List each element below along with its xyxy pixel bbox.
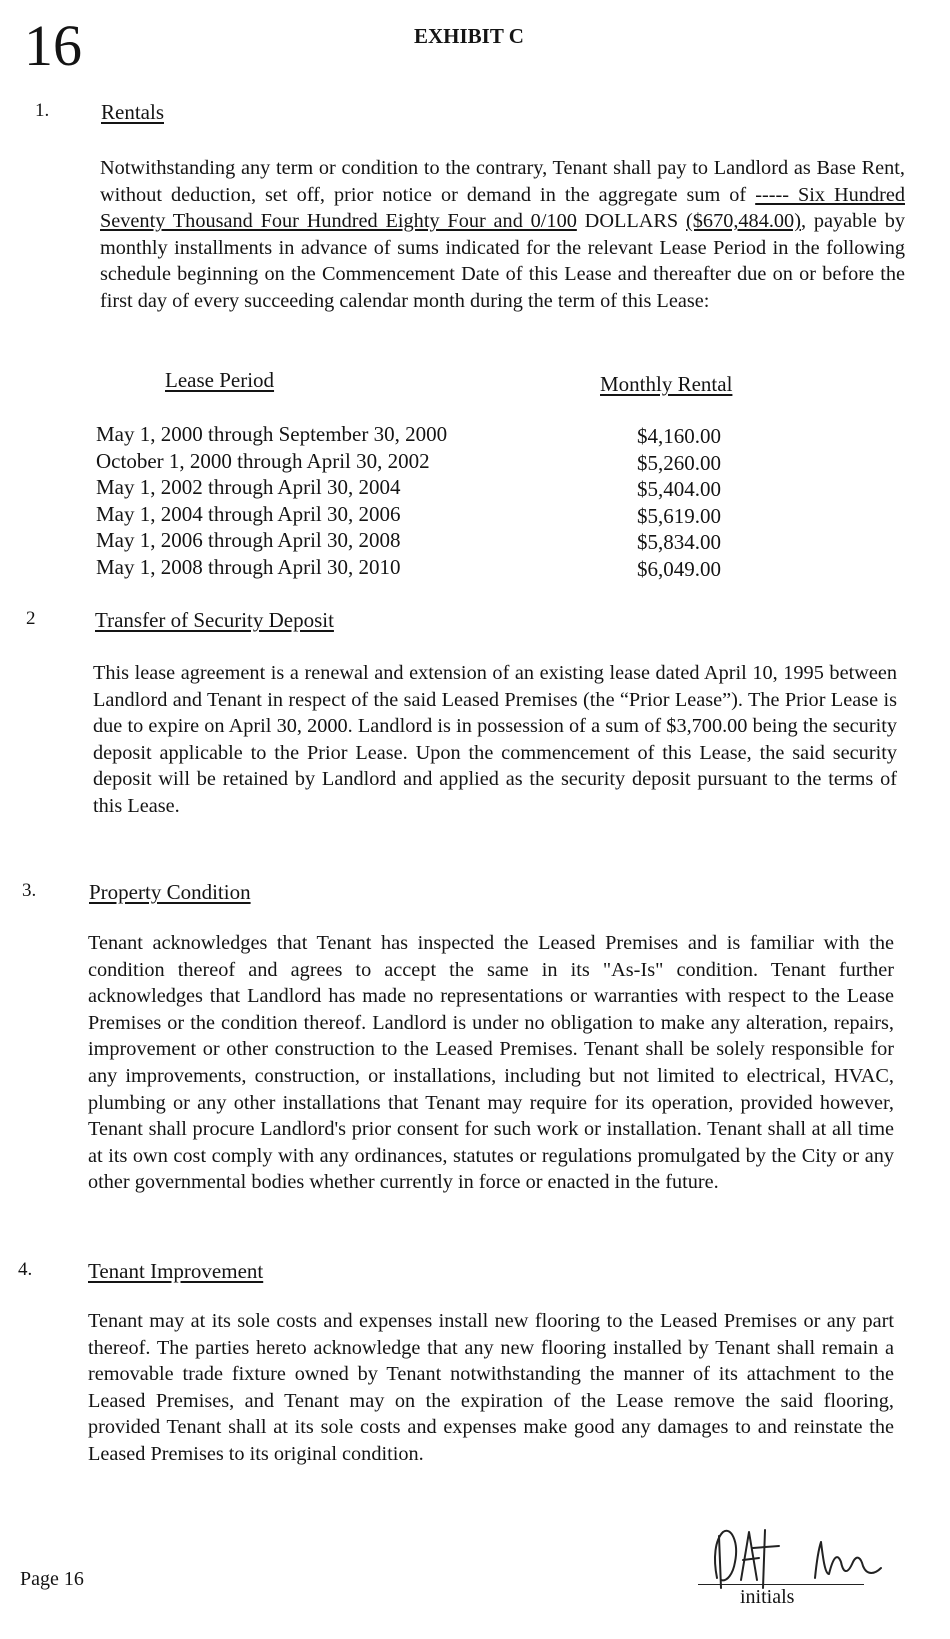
rent-schedule-amounts (601, 423, 721, 582)
handwritten-initials-signature (705, 1518, 925, 1598)
rentals-amount-words: ----- Six Hundred Seventy Thousand Four Hundred Eighty Four and 0/100 (100, 183, 905, 233)
initials-label: initials (740, 1586, 795, 1608)
table-row-period: May 1, 2006 through April 30, 2008 (96, 528, 401, 552)
table-row-period: May 1, 2008 through April 30, 2010 (96, 554, 401, 579)
rentals-paragraph (100, 155, 905, 315)
section-heading-rentals: Rentals (101, 100, 164, 124)
rentals-text-end: , payable by monthly installments in advance of sums indicated for the relevant Lease Period in the following schedule beginning on the Commencement Date of this Lease and thereafter due on or before the first day of every succeeding calendar month during the term of this Lease: (100, 210, 906, 312)
section-heading-tenant-improvement: Tenant Improvement (88, 1259, 264, 1283)
security-deposit-paragraph: This lease agreement is a renewal and extension of an existing lease dated April 10, 1995 between Landlord and Tenant in respect of the said Leased Premises (the “Prior Lease”). The Prior Lease is due to expire on April 30, 2000. Landlord is in possession of a sum of $3,700.00 being the security deposit applicable to the Prior Lease. Upon the commencement of this Lease, the said security deposit will be retained by Landlord and applied as the security deposit pursuant to the terms of this Lease. (93, 662, 897, 817)
table-row-amount: $5,260.00 (637, 450, 721, 475)
table-row-amount: $6,049.00 (637, 556, 721, 581)
page-footer-label: Page 16 (20, 1568, 84, 1590)
section-heading-property-condition: Property Condition (89, 880, 251, 904)
exhibit-title: EXHIBIT C (414, 24, 524, 48)
section-number: 4. (18, 1259, 33, 1280)
property-condition-paragraph: Tenant acknowledges that Tenant has inspected the Leased Premises and is familiar with the condition thereof and agrees to accept the same in its "As-Is" condition. Tenant further acknowledges that Landlord has made no representations or warranties with respect to the Lease Premises or the condition thereof. Landlord is under no obligation to make any alteration, repairs, improvement or other construction to the Leased Premises. Tenant shall be solely responsible for any improvements, construction, or installations, including but not limited to electrical, HVAC, plumbing or any other installations that Tenant may require for its operation, provided however, Tenant shall procure Landlord's prior consent for such work or installation. Tenant shall at all time at its own cost comply with any ordinances, statutes or regulations promulgated by the City or any other governmental bodies whether currently in force or enacted in the future. (88, 932, 894, 1194)
section-number: 1. (35, 100, 50, 121)
table-row-period: May 1, 2000 through September 30, 2000 (96, 422, 448, 446)
table-row-amount: $5,404.00 (637, 477, 721, 501)
initials-line (698, 1584, 864, 1585)
rentals-text-middle: DOLLARS (576, 210, 687, 233)
rent-schedule-periods (96, 421, 447, 580)
rentals-text-start: Notwithstanding any term or condition to the contrary, Tenant shall pay to Landlord as Base Rent, without deduction, set off, prior notice or demand in the aggregate sum of (100, 157, 905, 206)
section-heading-security-deposit: Transfer of Security Deposit (95, 608, 334, 632)
table-row-period: October 1, 2000 through April 30, 2002 (96, 448, 430, 473)
page-number-large: 16 (24, 13, 82, 78)
section-number: 2 (26, 608, 36, 629)
table-row-period: May 1, 2002 through April 30, 2004 (96, 475, 401, 499)
tenant-improvement-paragraph: Tenant may at its sole costs and expenses install new flooring to the Leased Premises or any part thereof. The parties hereto acknowledge that any new flooring installed by Tenant shall remain a removable trade fixture owned by Tenant notwithstanding the manner of its attachment to the Leased Premises, and Tenant may on the expiration of the Lease remove the said flooring, provided Tenant shall at its sole costs and expenses make good any damages to and reinstate the Leased Premises to its original condition. (88, 1310, 894, 1465)
rentals-amount-figure: ($670,484.00) (686, 210, 801, 233)
table-header-lease-period: Lease Period (165, 368, 275, 392)
table-row-amount: $5,619.00 (637, 503, 721, 528)
table-row-amount: $4,160.00 (637, 424, 721, 448)
section-number: 3. (22, 880, 37, 901)
table-header-monthly-rental: Monthly Rental (600, 372, 733, 396)
table-row-amount: $5,834.00 (637, 530, 721, 554)
table-row-period: May 1, 2004 through April 30, 2006 (96, 501, 401, 526)
